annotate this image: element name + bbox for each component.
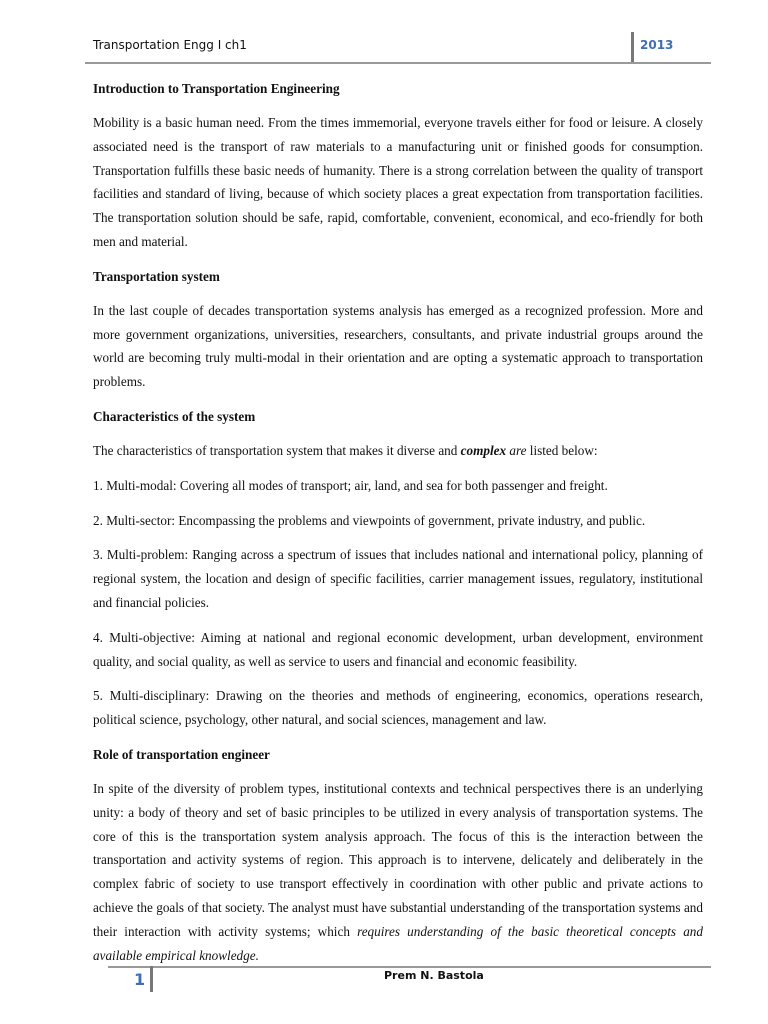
header-rule (85, 62, 711, 64)
characteristics-intro-complex: complex (460, 442, 507, 458)
header-divider (631, 32, 634, 62)
characteristics-intro-start: The characteristics of transportation system that makes it diverse and (93, 442, 461, 458)
characteristics-intro-end: listed below: (526, 442, 598, 458)
footer-rule (108, 966, 711, 968)
role-text: In spite of the diversity of problem types, institutional contexts and technical perspectives there is an underlying unity: a body of theory and set of basic principles to be utilized in every analysis of transportation systems. The core of this is the transportation system analysis approach. The focus of this is the interaction between the transportation and activity systems of region. This approach is to intervene, delicately and deliberately in the complex fabric of society to use transport effectively in coordination with other public and private actions to achieve the goals of that society. The analyst must have substantial understanding of the transportation systems and their interaction with activity systems; which (93, 780, 703, 939)
footer-author: Prem N. Bastola (384, 969, 484, 982)
section-heading-system: Transportation system (93, 268, 220, 284)
list-item-multi-modal: 1. Multi-modal: Covering all modes of transport; air, land, and sea for both passenger and freight. (93, 477, 608, 493)
header-title: Transportation Engg I ch1 (93, 38, 247, 52)
paragraph-system: In the last couple of decades transportation systems analysis has emerged as a recognized profession. More and more government organizations, universities, researchers, consultants, and private industrial groups around the world are becoming truly multi-modal in their orientation and are opting a systematic approach to transportation problems. (93, 302, 703, 390)
section-heading-intro: Introduction to Transportation Engineering (93, 81, 340, 96)
role-text-italic: requires understanding of the basic theoretical concepts and available empirical knowledge. (93, 923, 703, 963)
paragraph-characteristics-intro (93, 439, 703, 463)
section-heading-characteristics: Characteristics of the system (93, 408, 256, 424)
section-heading-role: Role of transportation engineer (93, 746, 270, 762)
list-item-multi-objective: 4. Multi-objective: Aiming at national and regional economic development, urban development, environment quality, and social quality, as well as service to users and financial and economic feasibility. (93, 629, 703, 669)
list-item-multi-disciplinary: 5. Multi-disciplinary: Drawing on the theories and methods of engineering, economics, operations research, political science, psychology, other natural, and social sciences, management and law. (93, 688, 703, 728)
paragraph-intro: Mobility is a basic human need. From the times immemorial, everyone travels either for food or leisure. A closely associated need is the transport of raw materials to a manufacturing unit or finished goods for consumption. Transportation fulfills these basic needs of humanity. There is a strong correlation between the quality of transport facilities and standard of living, because of which society places a great expectation from transportation facilities. The transportation solution should be safe, rapid, comfortable, convenient, economical, and eco-friendly for both men and material. (93, 115, 703, 249)
header-year: 2013 (640, 38, 674, 52)
characteristics-intro-are: are (509, 442, 527, 458)
list-item-multi-sector: 2. Multi-sector: Encompassing the problems and viewpoints of government, private industry, and public. (93, 512, 646, 528)
document-body (93, 77, 703, 978)
page-number: 1 (134, 970, 146, 989)
list-item-multi-problem: 3. Multi-problem: Ranging across a spectrum of issues that includes national and international policy, planning of regional system, the location and design of specific facilities, carrier management issues, regulatory, institutional and financial policies. (93, 547, 703, 610)
footer-divider (150, 966, 153, 992)
paragraph-role (93, 777, 703, 967)
